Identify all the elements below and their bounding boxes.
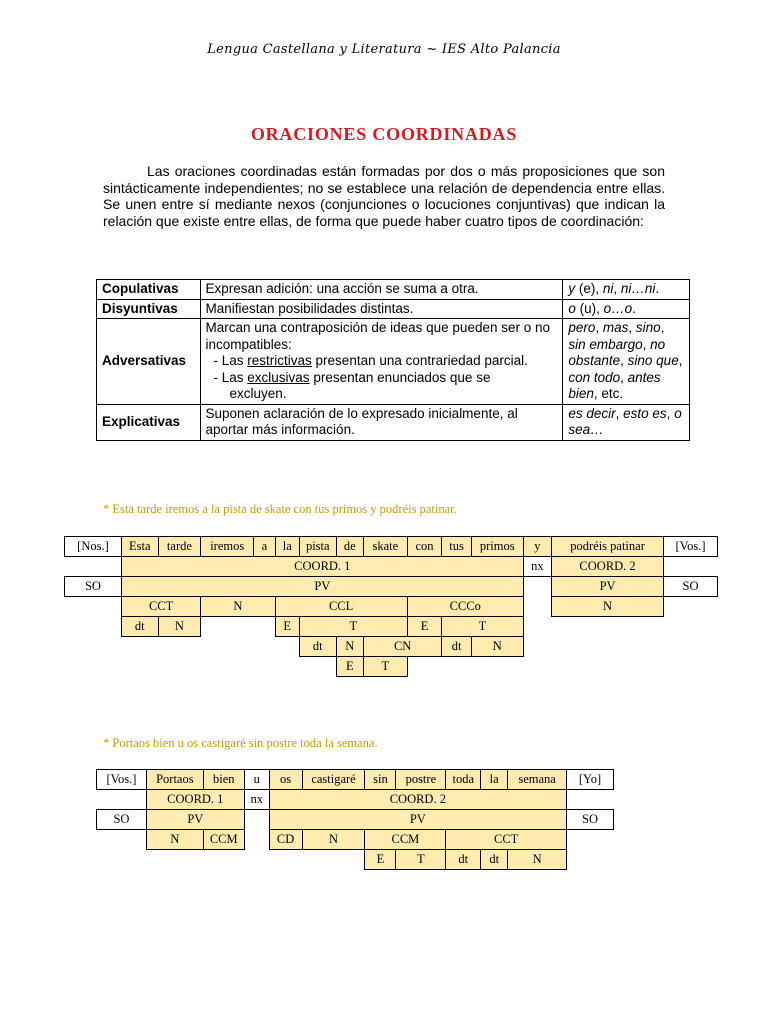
grid-cell: SO bbox=[97, 810, 147, 830]
type-description: Manifiestan posibilidades distintas. bbox=[200, 299, 563, 319]
type-name: Explicativas bbox=[97, 404, 201, 440]
grid-row-functions bbox=[97, 830, 614, 850]
grid-cell: COORD. 2 bbox=[552, 557, 664, 577]
grid-row-sub3 bbox=[65, 657, 718, 677]
grid-cell: [Nos.] bbox=[65, 537, 122, 557]
grid-cell: postre bbox=[396, 770, 446, 790]
grid-cell: la bbox=[481, 770, 508, 790]
grid-cell: E bbox=[365, 850, 396, 870]
grid-row-so-pv bbox=[65, 577, 718, 597]
grid-cell: nx bbox=[244, 790, 269, 810]
grid-cell: E bbox=[275, 617, 299, 637]
grid-cell: COORD. 1 bbox=[146, 790, 244, 810]
grid-cell: CCM bbox=[203, 830, 244, 850]
type-nexos: y (e), ni, ni…ni. bbox=[563, 280, 690, 300]
table-row bbox=[97, 280, 690, 300]
grid-cell: primos bbox=[471, 537, 523, 557]
grid-cell: SO bbox=[65, 577, 122, 597]
grid-cell: T bbox=[364, 657, 408, 677]
grid-cell: nx bbox=[523, 557, 551, 577]
grid-cell: CN bbox=[364, 637, 442, 657]
grid-cell: sin bbox=[365, 770, 396, 790]
grid-cell: Esta bbox=[121, 537, 158, 557]
grid-cell: CCT bbox=[121, 597, 200, 617]
type-name: Disyuntivas bbox=[97, 299, 201, 319]
grid-row-sub2 bbox=[65, 637, 718, 657]
grid-cell: dt bbox=[442, 637, 471, 657]
grid-cell: dt bbox=[481, 850, 508, 870]
grid-row-functions bbox=[65, 597, 718, 617]
grid-cell: SO bbox=[664, 577, 718, 597]
grid-cell: PV bbox=[269, 810, 566, 830]
grid-cell: N bbox=[336, 637, 363, 657]
grid-cell: CCL bbox=[275, 597, 407, 617]
type-nexos: o (u), o…o. bbox=[563, 299, 690, 319]
grid-cell: con bbox=[407, 537, 442, 557]
example-sentence-2: * Portaos bien u os castigaré sin postre toda la semana. bbox=[103, 736, 378, 750]
grid-cell: CCCo bbox=[407, 597, 523, 617]
grid-row-so-pv bbox=[97, 810, 614, 830]
page-title: ORACIONES COORDINADAS bbox=[250, 124, 518, 144]
type-description: Expresan adición: una acción se suma a otra. bbox=[200, 280, 563, 300]
grid-cell: T bbox=[299, 617, 407, 637]
grid-row-coord bbox=[65, 557, 718, 577]
grid-cell: dt bbox=[121, 617, 158, 637]
grid-cell: N bbox=[471, 637, 523, 657]
grid-cell: iremos bbox=[201, 537, 254, 557]
grid-cell: PV bbox=[552, 577, 664, 597]
analysis-grid-1 bbox=[64, 536, 718, 677]
grid-cell: skate bbox=[364, 537, 408, 557]
grid-cell: pista bbox=[299, 537, 336, 557]
grid-cell: N bbox=[508, 850, 567, 870]
grid-cell: a bbox=[254, 537, 275, 557]
grid-cell: N bbox=[146, 830, 203, 850]
intro-paragraph: Las oraciones coordinadas están formadas por dos o más proposiciones que son sintácticamente independientes; no se establece una relación de dependencia entre ellas. Se unen entre sí mediante nexos (conjunciones o locuciones conjuntivas) que indican la relación que existe entre ellas, de forma que puede haber cuatro tipos de coordinación: bbox=[103, 163, 665, 229]
grid-cell: semana bbox=[508, 770, 567, 790]
grid-cell: [Vos.] bbox=[664, 537, 718, 557]
grid-cell: castigaré bbox=[302, 770, 365, 790]
grid-cell: [Yo] bbox=[567, 770, 614, 790]
grid-cell: SO bbox=[567, 810, 614, 830]
table-row bbox=[97, 319, 690, 405]
grid-cell: CCT bbox=[446, 830, 567, 850]
grid-row-coord bbox=[97, 790, 614, 810]
grid-cell: tus bbox=[442, 537, 471, 557]
type-nexos: pero, mas, sino, sin embargo, no obstante, sino que, con todo, antes bien, etc. bbox=[563, 319, 690, 405]
grid-cell: os bbox=[269, 770, 302, 790]
grid-cell: PV bbox=[121, 577, 523, 597]
grid-cell: E bbox=[407, 617, 442, 637]
table-row bbox=[97, 299, 690, 319]
grid-cell: T bbox=[396, 850, 446, 870]
type-description: Suponen aclaración de lo expresado inicialmente, al aportar más información. bbox=[200, 404, 563, 440]
grid-cell: la bbox=[275, 537, 299, 557]
analysis-grid-2 bbox=[96, 769, 614, 870]
type-description: Marcan una contraposición de ideas que pueden ser o no incompatibles: - Las restrictivas presentan una contrariedad parcial. - Las exclusivas presentan enunciados que se excluyen. bbox=[200, 319, 563, 405]
type-name: Adversativas bbox=[97, 319, 201, 405]
grid-cell: dt bbox=[299, 637, 336, 657]
grid-cell: E bbox=[336, 657, 363, 677]
grid-row-words bbox=[65, 537, 718, 557]
grid-cell: N bbox=[552, 597, 664, 617]
grid-cell: toda bbox=[446, 770, 481, 790]
grid-cell: CCM bbox=[365, 830, 446, 850]
type-nexos: es decir, esto es, o sea… bbox=[563, 404, 690, 440]
example-sentence-1: * Esta tarde iremos a la pista de skate con tus primos y podréis patinar. bbox=[103, 502, 457, 516]
grid-cell: y bbox=[523, 537, 551, 557]
grid-cell: [Vos.] bbox=[97, 770, 147, 790]
grid-cell: COORD. 2 bbox=[269, 790, 566, 810]
grid-cell: N bbox=[201, 597, 275, 617]
grid-cell: N bbox=[158, 617, 201, 637]
grid-cell: N bbox=[302, 830, 365, 850]
type-name: Copulativas bbox=[97, 280, 201, 300]
grid-cell: u bbox=[244, 770, 269, 790]
grid-cell: T bbox=[442, 617, 523, 637]
grid-row-sub bbox=[97, 850, 614, 870]
grid-row-words bbox=[97, 770, 614, 790]
grid-cell: COORD. 1 bbox=[121, 557, 523, 577]
grid-cell: de bbox=[336, 537, 363, 557]
grid-cell: PV bbox=[146, 810, 244, 830]
grid-cell: CD bbox=[269, 830, 302, 850]
grid-cell: tarde bbox=[158, 537, 201, 557]
grid-cell: Portaos bbox=[146, 770, 203, 790]
grid-cell: podréis patinar bbox=[552, 537, 664, 557]
grid-row-sub bbox=[65, 617, 718, 637]
page-header: Lengua Castellana y Literatura ~ IES Alto Palancia bbox=[207, 42, 561, 57]
grid-cell: bien bbox=[203, 770, 244, 790]
grid-cell: dt bbox=[446, 850, 481, 870]
table-row bbox=[97, 404, 690, 440]
coordination-types-table bbox=[96, 279, 690, 441]
